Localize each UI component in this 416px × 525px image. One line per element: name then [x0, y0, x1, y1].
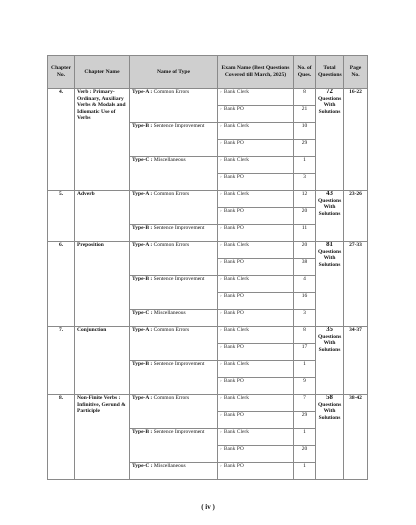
- header-type-name: Name of Type: [130, 56, 218, 89]
- question-count: 8: [294, 327, 316, 344]
- type-prefix: Type-C :: [132, 157, 153, 163]
- question-count: 29: [294, 412, 316, 429]
- type-cell: [130, 463, 218, 480]
- page-folio: ( iv ): [201, 503, 215, 511]
- chapter-number: 4.: [48, 89, 75, 191]
- exam-name: Bank Clerk: [223, 276, 250, 282]
- exam-name: Bank PO: [223, 310, 244, 316]
- question-count: 9: [294, 378, 316, 395]
- total-questions: [316, 191, 344, 242]
- type-label: Common Errors: [153, 89, 190, 95]
- chevron-right-icon: ›: [220, 345, 222, 350]
- chevron-right-icon: ›: [220, 158, 222, 163]
- type-prefix: Type-A :: [132, 395, 153, 401]
- exam-name-cell: [218, 344, 294, 361]
- total-questions: [316, 395, 344, 480]
- question-count: 16: [294, 293, 316, 310]
- exam-name-cell: [218, 361, 294, 378]
- chevron-right-icon: ›: [220, 141, 222, 146]
- type-prefix: Type-C :: [132, 310, 153, 316]
- chevron-right-icon: ›: [220, 464, 222, 469]
- total-count: 81: [326, 241, 333, 248]
- question-count: 8: [294, 89, 316, 106]
- chevron-right-icon: ›: [220, 413, 222, 418]
- page-range: 16-22: [344, 89, 368, 191]
- type-prefix: Type-B :: [132, 123, 153, 129]
- question-count: 17: [294, 344, 316, 361]
- table-header-row: [48, 56, 368, 89]
- total-questions: [316, 89, 344, 191]
- question-count: 4: [294, 276, 316, 293]
- type-prefix: Type-B :: [132, 429, 153, 435]
- exam-name-cell: [218, 310, 294, 327]
- exam-name-cell: [218, 259, 294, 276]
- question-count: 3: [294, 310, 316, 327]
- exam-name: Bank PO: [223, 225, 244, 231]
- type-label: Sentence Improvement: [153, 361, 205, 367]
- question-count: 12: [294, 191, 316, 208]
- chapter-number: 5.: [48, 191, 75, 242]
- exam-name-cell: [218, 395, 294, 412]
- chevron-right-icon: ›: [220, 328, 222, 333]
- chapter-name: Adverb: [75, 191, 130, 242]
- type-cell: [130, 327, 218, 361]
- type-cell: [130, 276, 218, 310]
- type-cell: [130, 89, 218, 123]
- total-count: 35: [326, 326, 333, 333]
- type-cell: [130, 361, 218, 395]
- question-count: 11: [294, 225, 316, 242]
- chevron-right-icon: ›: [220, 396, 222, 401]
- type-cell: [130, 191, 218, 225]
- page-range: 23-26: [344, 191, 368, 242]
- type-label: Common Errors: [153, 327, 190, 333]
- header-exam-name: Exam Name (Best Questions Covered till March, 2025): [218, 56, 294, 89]
- type-label: Common Errors: [153, 242, 190, 248]
- table-body: [48, 89, 368, 480]
- type-prefix: Type-A :: [132, 242, 153, 248]
- question-count: 7: [294, 395, 316, 412]
- exam-name-cell: [218, 429, 294, 446]
- exam-name: Bank PO: [223, 140, 244, 146]
- exam-name: Bank Clerk: [223, 191, 250, 197]
- total-questions: [316, 327, 344, 395]
- exam-name: Bank PO: [223, 412, 244, 418]
- type-cell: [130, 157, 218, 191]
- total-caption: Questions With Solutions: [318, 333, 342, 353]
- exam-name-cell: [218, 463, 294, 480]
- total-caption: Questions With Solutions: [318, 95, 342, 115]
- chevron-right-icon: ›: [220, 175, 222, 180]
- exam-name: Bank PO: [223, 344, 244, 350]
- exam-name: Bank Clerk: [223, 123, 250, 129]
- chevron-right-icon: ›: [220, 294, 222, 299]
- exam-name: Bank Clerk: [223, 361, 250, 367]
- exam-name: Bank PO: [223, 174, 244, 180]
- exam-name-cell: [218, 327, 294, 344]
- exam-name: Bank Clerk: [223, 157, 250, 163]
- type-prefix: Type-B :: [132, 276, 153, 282]
- chevron-right-icon: ›: [220, 311, 222, 316]
- type-label: Miscellaneous: [153, 463, 186, 469]
- exam-name: Bank PO: [223, 446, 244, 452]
- question-count: 20: [294, 446, 316, 463]
- chevron-right-icon: ›: [220, 430, 222, 435]
- type-cell: [130, 395, 218, 429]
- table-row: [48, 395, 368, 412]
- total-count: 43: [326, 190, 333, 197]
- chapter-number: 7.: [48, 327, 75, 395]
- exam-name: Bank Clerk: [223, 429, 250, 435]
- chevron-right-icon: ›: [220, 260, 222, 265]
- chevron-right-icon: ›: [220, 243, 222, 248]
- exam-name-cell: [218, 191, 294, 208]
- question-count: 1: [294, 463, 316, 480]
- type-cell: [130, 429, 218, 463]
- question-count: 21: [294, 106, 316, 123]
- table-row: [48, 242, 368, 259]
- total-caption: Questions With Solutions: [318, 197, 342, 217]
- exam-name-cell: [218, 140, 294, 157]
- chevron-right-icon: ›: [220, 192, 222, 197]
- question-count: 20: [294, 242, 316, 259]
- exam-name: Bank PO: [223, 378, 244, 384]
- exam-name: Bank Clerk: [223, 242, 250, 248]
- exam-name-cell: [218, 276, 294, 293]
- type-cell: [130, 225, 218, 242]
- type-cell: [130, 310, 218, 327]
- exam-name: Bank PO: [223, 293, 244, 299]
- chevron-right-icon: ›: [220, 124, 222, 129]
- header-no-of-ques: No. of Ques.: [294, 56, 316, 89]
- table-row: [48, 327, 368, 344]
- type-label: Sentence Improvement: [153, 123, 205, 129]
- question-count: 38: [294, 259, 316, 276]
- chevron-right-icon: ›: [220, 226, 222, 231]
- exam-name-cell: [218, 106, 294, 123]
- chevron-right-icon: ›: [220, 209, 222, 214]
- question-count: 10: [294, 123, 316, 140]
- chevron-right-icon: ›: [220, 90, 222, 95]
- exam-name: Bank PO: [223, 463, 244, 469]
- type-label: Sentence Improvement: [153, 225, 205, 231]
- header-chapter-no: Chapter No.: [48, 56, 75, 89]
- question-count: 20: [294, 208, 316, 225]
- exam-name: Bank PO: [223, 106, 244, 112]
- total-caption: Questions With Solutions: [318, 248, 342, 268]
- page-range: 27-33: [344, 242, 368, 327]
- exam-name: Bank PO: [223, 259, 244, 265]
- type-prefix: Type-B :: [132, 361, 153, 367]
- type-prefix: Type-A :: [132, 89, 153, 95]
- type-label: Common Errors: [153, 191, 190, 197]
- page-range: 34-37: [344, 327, 368, 395]
- total-count: 58: [326, 394, 333, 401]
- header-chapter-name: Chapter Name: [75, 56, 130, 89]
- chapter-index-table: [47, 55, 368, 480]
- type-prefix: Type-A :: [132, 327, 153, 333]
- chevron-right-icon: ›: [220, 447, 222, 452]
- table-row: [48, 191, 368, 208]
- exam-name-cell: [218, 123, 294, 140]
- chapter-number: 8.: [48, 395, 75, 480]
- chevron-right-icon: ›: [220, 107, 222, 112]
- chapter-name: Verb : Primary-Ordinary, Auxiliary Verbs & Modals and Idiomatic Use of Verbs: [75, 89, 130, 191]
- chapter-name: Preposition: [75, 242, 130, 327]
- type-prefix: Type-A :: [132, 191, 153, 197]
- exam-name: Bank Clerk: [223, 89, 250, 95]
- type-label: Miscellaneous: [153, 310, 186, 316]
- page-range: 38-42: [344, 395, 368, 480]
- chapter-name: Non-Finite Verbs : Infinitive, Gerund & Participle: [75, 395, 130, 480]
- question-count: 29: [294, 140, 316, 157]
- exam-name-cell: [218, 293, 294, 310]
- exam-name-cell: [218, 89, 294, 106]
- chevron-right-icon: ›: [220, 362, 222, 367]
- type-cell: [130, 123, 218, 157]
- exam-name: Bank Clerk: [223, 395, 250, 401]
- total-count: 72: [326, 88, 333, 95]
- exam-name: Bank Clerk: [223, 327, 250, 333]
- exam-name-cell: [218, 225, 294, 242]
- exam-name-cell: [218, 378, 294, 395]
- type-prefix: Type-C :: [132, 463, 153, 469]
- exam-name-cell: [218, 157, 294, 174]
- question-count: 3: [294, 174, 316, 191]
- exam-name-cell: [218, 174, 294, 191]
- table-row: [48, 89, 368, 106]
- type-label: Miscellaneous: [153, 157, 186, 163]
- type-label: Common Errors: [153, 395, 190, 401]
- total-questions: [316, 242, 344, 327]
- question-count: 1: [294, 361, 316, 378]
- chevron-right-icon: ›: [220, 379, 222, 384]
- header-page-no: Page No.: [344, 56, 368, 89]
- chapter-name: Conjunction: [75, 327, 130, 395]
- exam-name-cell: [218, 242, 294, 259]
- total-caption: Questions With Solutions: [318, 401, 342, 421]
- exam-name-cell: [218, 208, 294, 225]
- exam-name-cell: [218, 446, 294, 463]
- type-cell: [130, 242, 218, 276]
- question-count: 1: [294, 157, 316, 174]
- exam-name: Bank PO: [223, 208, 244, 214]
- chapter-number: 6.: [48, 242, 75, 327]
- type-label: Sentence Improvement: [153, 276, 205, 282]
- chevron-right-icon: ›: [220, 277, 222, 282]
- question-count: 1: [294, 429, 316, 446]
- header-total-questions: Total Questions: [316, 56, 344, 89]
- type-label: Sentence Improvement: [153, 429, 205, 435]
- type-prefix: Type-B :: [132, 225, 153, 231]
- exam-name-cell: [218, 412, 294, 429]
